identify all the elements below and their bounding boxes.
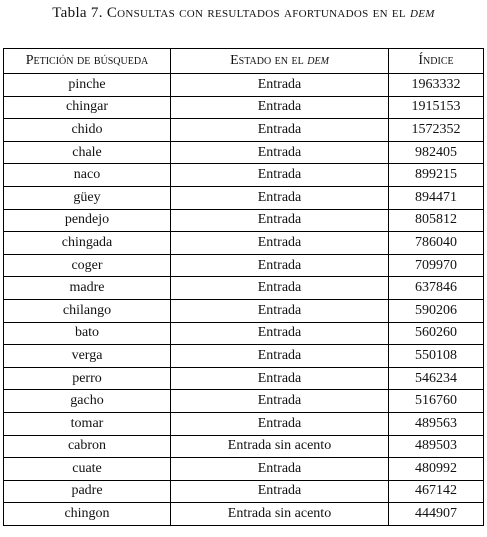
cell-index: 1963332 (389, 74, 484, 97)
cell-query: cabron (4, 435, 171, 458)
table-row (4, 412, 484, 435)
cell-status: Entrada (171, 299, 389, 322)
cell-status: Entrada (171, 209, 389, 232)
cell-query: pinche (4, 74, 171, 97)
cell-index: 546234 (389, 367, 484, 390)
table-row (4, 232, 484, 255)
cell-query: chale (4, 141, 171, 164)
cell-index: 590206 (389, 299, 484, 322)
cell-status: Entrada (171, 390, 389, 413)
table-row (4, 186, 484, 209)
cell-status: Entrada sin acento (171, 503, 389, 526)
caption-italic: dem (409, 5, 435, 21)
cell-index: 982405 (389, 141, 484, 164)
cell-index: 467142 (389, 480, 484, 503)
table-row (4, 435, 484, 458)
table-row (4, 74, 484, 97)
cell-query: coger (4, 254, 171, 277)
cell-status: Entrada sin acento (171, 435, 389, 458)
cell-query: chingar (4, 96, 171, 119)
cell-query: pendejo (4, 209, 171, 232)
table-row (4, 299, 484, 322)
cell-index: 709970 (389, 254, 484, 277)
cell-index: 894471 (389, 186, 484, 209)
cell-query: chingon (4, 503, 171, 526)
cell-query: verga (4, 345, 171, 368)
cell-index: 805812 (389, 209, 484, 232)
cell-query: tomar (4, 412, 171, 435)
table-row (4, 209, 484, 232)
cell-index: 786040 (389, 232, 484, 255)
cell-status: Entrada (171, 164, 389, 187)
cell-status: Entrada (171, 412, 389, 435)
cell-status: Entrada (171, 96, 389, 119)
table-caption (0, 5, 487, 22)
caption-text: Consultas con resultados afortunados en el (106, 5, 406, 21)
table-row (4, 322, 484, 345)
cell-status: Entrada (171, 119, 389, 142)
cell-query: padre (4, 480, 171, 503)
cell-status: Entrada (171, 141, 389, 164)
cell-index: 480992 (389, 458, 484, 481)
header-row (4, 49, 484, 74)
header-index: Índice (389, 49, 484, 74)
cell-status: Entrada (171, 186, 389, 209)
table-row (4, 367, 484, 390)
header-status-italic: dem (307, 53, 329, 68)
cell-query: cuate (4, 458, 171, 481)
cell-status: Entrada (171, 277, 389, 300)
table-row (4, 119, 484, 142)
cell-query: naco (4, 164, 171, 187)
cell-query: chido (4, 119, 171, 142)
cell-query: gacho (4, 390, 171, 413)
cell-status: Entrada (171, 458, 389, 481)
cell-status: Entrada (171, 345, 389, 368)
table-row (4, 503, 484, 526)
cell-status: Entrada (171, 480, 389, 503)
cell-status: Entrada (171, 322, 389, 345)
cell-query: perro (4, 367, 171, 390)
cell-index: 550108 (389, 345, 484, 368)
cell-query: bato (4, 322, 171, 345)
cell-index: 444907 (389, 503, 484, 526)
table-row (4, 458, 484, 481)
cell-index: 560260 (389, 322, 484, 345)
cell-query: chilango (4, 299, 171, 322)
table-row (4, 345, 484, 368)
cell-query: güey (4, 186, 171, 209)
cell-index: 1572352 (389, 119, 484, 142)
header-status (171, 49, 389, 74)
cell-index: 489563 (389, 412, 484, 435)
cell-query: madre (4, 277, 171, 300)
cell-status: Entrada (171, 232, 389, 255)
table-row (4, 277, 484, 300)
cell-index: 637846 (389, 277, 484, 300)
table-row (4, 390, 484, 413)
table-row (4, 141, 484, 164)
table-row (4, 254, 484, 277)
cell-status: Entrada (171, 367, 389, 390)
table-row (4, 480, 484, 503)
cell-index: 1915153 (389, 96, 484, 119)
header-status-prefix: Estado en el (230, 53, 304, 68)
cell-status: Entrada (171, 74, 389, 97)
cell-status: Entrada (171, 254, 389, 277)
cell-index: 899215 (389, 164, 484, 187)
cell-query: chingada (4, 232, 171, 255)
results-table (3, 48, 484, 526)
caption-prefix: Tabla 7. (52, 5, 103, 21)
table-row (4, 96, 484, 119)
header-query: Petición de búsqueda (4, 49, 171, 74)
cell-index: 516760 (389, 390, 484, 413)
cell-index: 489503 (389, 435, 484, 458)
table-row (4, 164, 484, 187)
